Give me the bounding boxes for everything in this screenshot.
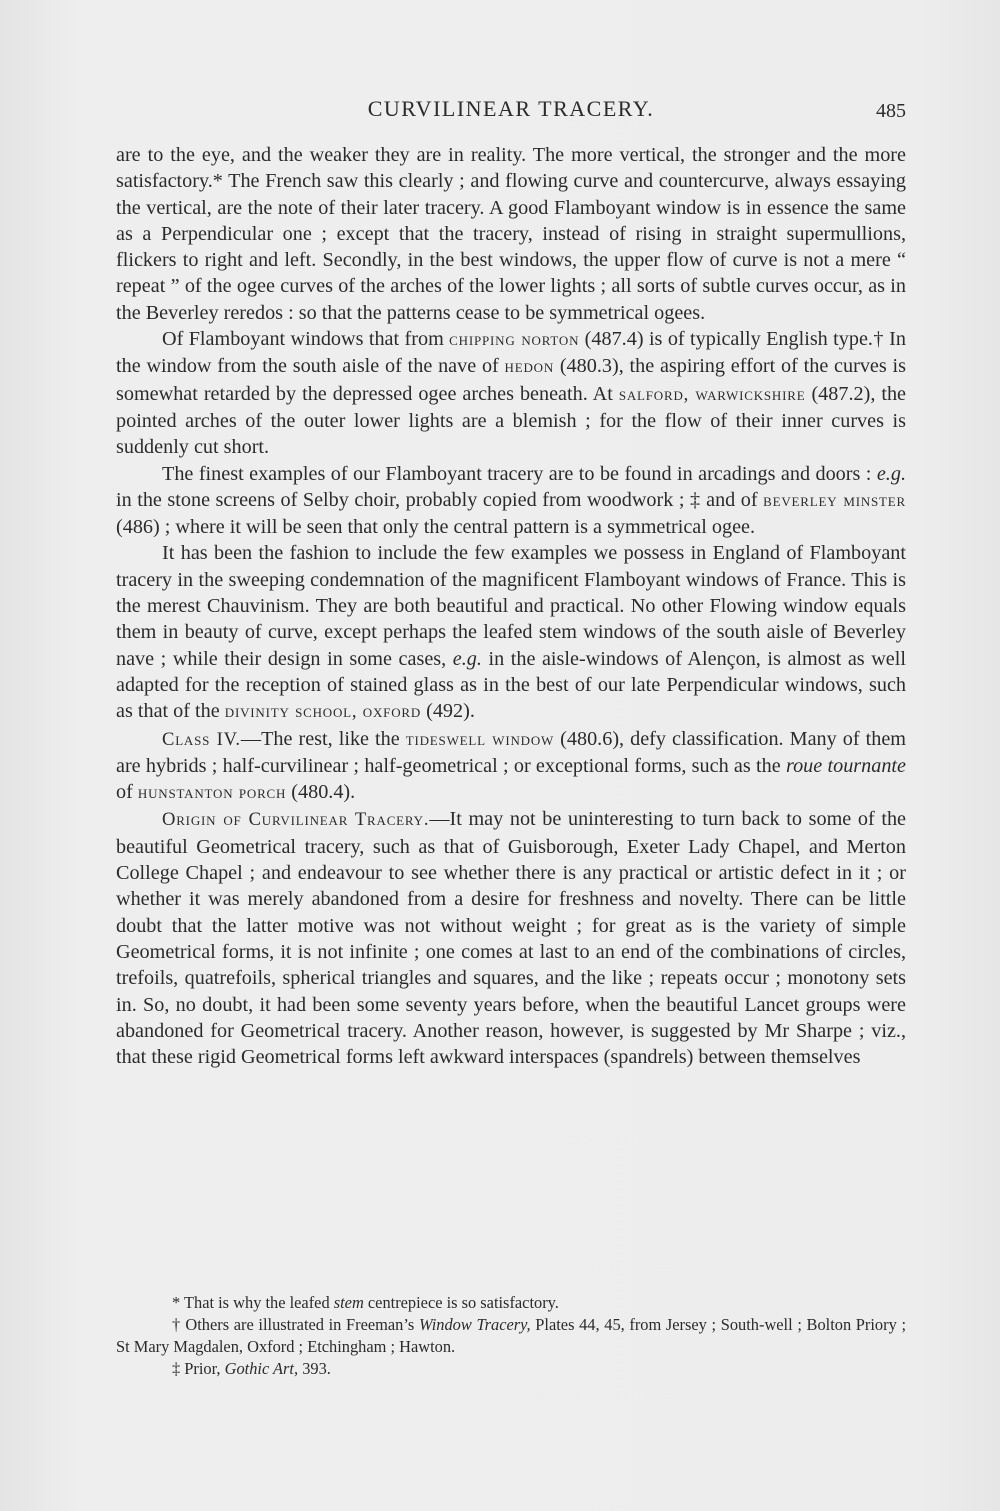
footnotes [116,1292,906,1380]
paragraph [116,142,906,326]
text-run: in the aisle-windows of Alençon, is almost as well adapted for the reception of stained glass as in the best of our late Perpendicular windows, such as that of the [116,647,906,723]
section-lead: Class IV. [162,728,241,750]
text-run: are to the eye, and the weaker they are in reality. The more vertical, the stronger and the more satisfactory.* The French saw this clearly ; and flowing curve and countercurve, always essaying the vertical, are the note of their later tracery. A good Flamboyant window is in essence the same as a Perpendicular one ; except that the tracery, instead of rising in straight supermullions, flickers to right and left. Secondly, in the best windows, the upper flow of curve is not a mere “ repeat ” of the ogee curves of the arches of the lower lights ; all sorts of subtle curves occur, as in the Beverley reredos : so that the patterns cease to be symmetrical ogees. [116,144,906,324]
italic-text: e.g. [452,647,482,670]
place-name: divinity school, oxford [224,701,422,723]
place-name: chipping norton [449,329,580,351]
section-lead: Origin of Curvilinear Tracery. [162,809,430,831]
text-run: Plates 44, 45, from Jersey ; South-well ; Bolton Priory ; St Mary Magdalen, Oxford ; Etchingham ; Hawton. [116,1315,906,1356]
text-run: in the stone screens of Selby choir, probably copied from woodwork ; ‡ and of [116,488,764,511]
text-run: —It may not be uninteresting to turn back to some of the beautiful Geometrical tracery, such as that of Guisborough, Exeter Lady Chapel, and Merton College Chapel ; and endeavour to see whether there is any practical or artistic defect in it ; or whether it was merely abandoned from a desire for freshness and novelty. There can be little doubt that the latter motive was not without weight ; for great as is the variety of simple Geometrical forms, it is not infinite ; one comes at last to an end of the combinations of circles, trefoils, quatrefoils, spherical triangles and squares, and the like ; repeats occur ; monotony sets in. So, no doubt, it had been some seventy years before, when the beautiful Lancet groups were abandoned for Geometrical tracery. Another reason, however, is suggested by Mr Sharpe ; viz., that these rigid Geometrical forms left awkward interspaces (spandrels) between themselves [116,808,906,1069]
body-text [116,142,906,1070]
paragraph [116,726,906,807]
place-name: tideswell window [405,728,555,750]
paragraph [116,461,906,541]
text-run: (487.2), the pointed arches of the outer lower lights are a blemish ; for the flow of their inner curves is suddenly cut short. [116,382,907,459]
text-run: of [116,781,138,804]
running-title: CURVILINEAR TRACERY. [367,96,655,121]
text-run: (480.4). [286,781,356,804]
place-name: hunstanton porch [137,782,287,804]
italic-text: Window Tracery, [418,1315,531,1334]
italic-text: roue tournante [785,754,906,777]
text-run: centrepiece is so satisfactory. [363,1293,559,1312]
text-run: (487.4) is of typically English type.† In the window from the south aisle of the nave of [116,328,906,378]
paragraph [116,326,906,460]
place-name: hedon [504,356,555,378]
italic-text: stem [333,1293,364,1312]
footnote [116,1314,906,1358]
text-run: (480.6), defy classification. Many of them are hybrids ; half-curvilinear ; half-geometrical ; or exceptional forms, such as the [116,727,906,777]
text-run: (486) ; where it will be seen that only the central pattern is a symmetrical ogee. [116,516,756,539]
place-name: beverley minster [763,489,907,511]
footnote [116,1358,906,1380]
text-run: 393. [298,1359,331,1378]
text-run: It has been the fashion to include the few examples we possess in England of Flamboyant tracery in the sweeping condemnation of the magnificent Flamboyant windows of France. This is the merest Chauvinism. They are both beautiful and practical. No other Flowing window equals them in beauty of curve, except perhaps the leafed stem windows of the south aisle of Beverley nave ; while their design in some cases, [116,542,906,670]
footnote [116,1292,906,1314]
text-run: The finest examples of our Flamboyant tracery are to be found in arcadings and doors : [162,462,877,485]
page-number: 485 [876,100,906,122]
text-run: (492). [421,700,475,723]
text-run: (480.3), the aspiring effort of the curves is somewhat retarded by the depressed ogee arches beneath. At [116,355,906,405]
paragraph [116,806,906,1070]
place-name: salford, warwickshire [618,383,806,405]
text-run: * That is why the leafed [172,1293,334,1312]
text-run: Of Flamboyant windows that from [162,328,450,351]
text-run: ‡ Prior, [172,1359,225,1378]
page-header [116,94,906,128]
italic-text: Gothic Art, [224,1359,299,1378]
text-run: —The rest, like the [240,727,406,750]
text-run: † Others are illustrated in Freeman’s [172,1315,419,1334]
italic-text: e.g. [876,462,906,485]
paragraph [116,540,906,725]
